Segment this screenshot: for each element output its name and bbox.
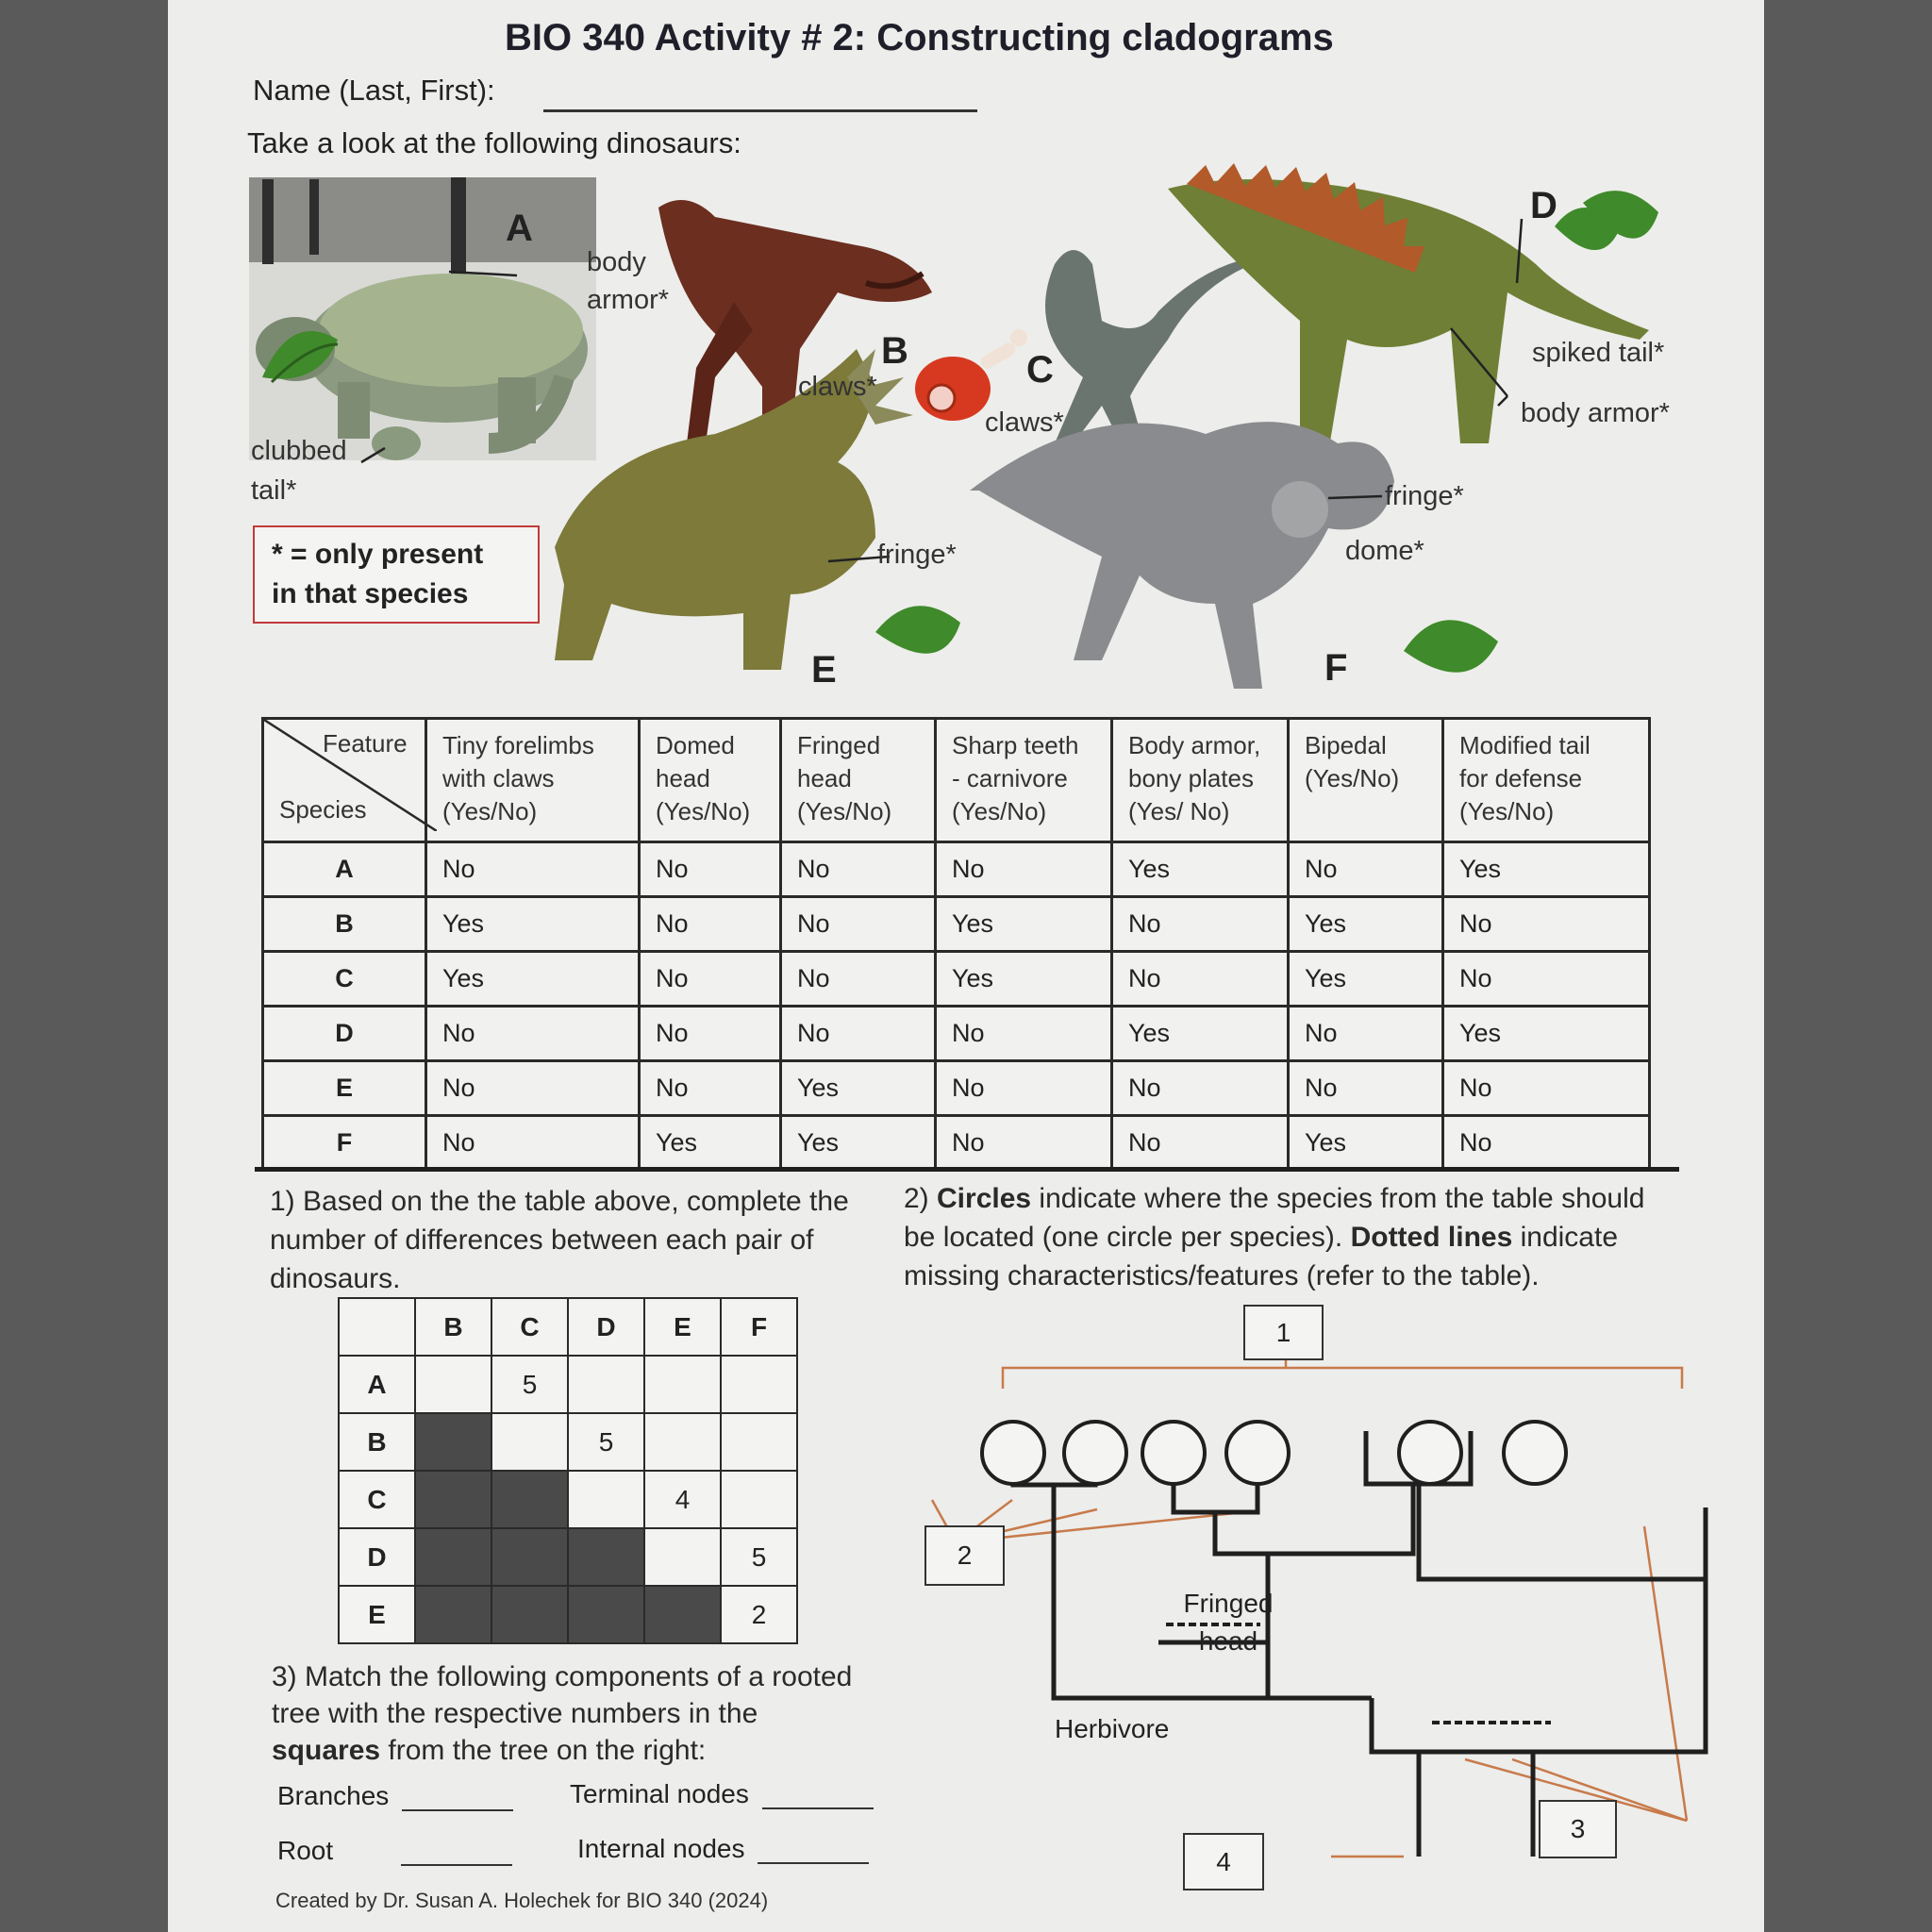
matrix-shaded-cell (415, 1471, 491, 1528)
header-fringed-head: Fringed head (Yes/No) (781, 719, 936, 842)
species-cell: E (263, 1061, 426, 1116)
table-cell: Yes (936, 897, 1112, 952)
root-answer-blank[interactable] (401, 1836, 512, 1866)
matrix-col-header: B (415, 1298, 491, 1356)
terminal-nodes-label: Terminal nodes (570, 1779, 749, 1808)
header-body-armor: Body armor, bony plates (Yes/ No) (1112, 719, 1289, 842)
root-field (277, 1836, 512, 1866)
table-row (263, 1007, 1650, 1061)
matrix-shaded-cell (415, 1528, 491, 1586)
intro-text: Take a look at the following dinosaurs: (247, 126, 741, 159)
corner-species-label: Species (279, 795, 367, 824)
question-3 (272, 1658, 875, 1769)
dinosaur-e-illustration (555, 349, 960, 670)
table-cell: No (781, 1007, 936, 1061)
species-circle[interactable] (1399, 1422, 1461, 1484)
feature-table (261, 717, 1651, 1172)
matrix-cell[interactable] (644, 1528, 721, 1586)
table-row (263, 1061, 1650, 1116)
dinosaur-letter-f: F (1324, 647, 1348, 689)
table-corner-cell (263, 719, 426, 842)
question-1 (270, 1182, 874, 1298)
table-cell: No (1112, 897, 1289, 952)
table-cell: No (426, 1061, 640, 1116)
terminal-nodes-field (570, 1779, 874, 1809)
fringed-head-label: Fringed head (1183, 1589, 1274, 1656)
species-circle[interactable] (1226, 1422, 1289, 1484)
table-cell: Yes (640, 1116, 781, 1171)
table-row (263, 1116, 1650, 1171)
header-tiny-forelimbs: Tiny forelimbs with claws (Yes/No) (426, 719, 640, 842)
herbivore-label: Herbivore (1055, 1714, 1170, 1743)
matrix-row-header: D (339, 1528, 415, 1586)
tree-box-4: 4 (1183, 1833, 1264, 1890)
species-cell: B (263, 897, 426, 952)
question-1-line: dinosaurs. (270, 1263, 401, 1294)
table-cell: Yes (781, 1061, 936, 1116)
question-2-line: 2) Circles indicate where the species from the table should (904, 1183, 1645, 1214)
label-armor: armor* (587, 285, 670, 315)
matrix-cell: 5 (491, 1356, 568, 1413)
label-claws-c: claws* (985, 408, 1064, 438)
legend-line-2: in that species (272, 578, 469, 609)
table-cell: No (1112, 952, 1289, 1007)
table-cell: Yes (1112, 842, 1289, 897)
table-row (263, 842, 1650, 897)
matrix-cell: 2 (721, 1586, 797, 1643)
tree-branches (1013, 1431, 1706, 1857)
page-title: BIO 340 Activity # 2: Constructing cladograms (505, 17, 1334, 58)
matrix-col-header: E (644, 1298, 721, 1356)
label-clubbed: clubbed (251, 436, 347, 466)
difference-matrix (338, 1297, 798, 1644)
name-blank-line (543, 109, 977, 112)
species-cell: C (263, 952, 426, 1007)
matrix-shaded-cell (415, 1586, 491, 1643)
root-label: Root (277, 1836, 334, 1865)
label-tail: tail* (251, 475, 297, 506)
dinosaur-letter-d: D (1530, 185, 1557, 226)
table-cell: No (1443, 897, 1650, 952)
table-cell: No (426, 1007, 640, 1061)
matrix-cell[interactable] (721, 1471, 797, 1528)
table-cell: No (936, 1007, 1112, 1061)
matrix-cell: 4 (644, 1471, 721, 1528)
table-cell: Yes (1289, 1116, 1443, 1171)
species-cell: A (263, 842, 426, 897)
internal-nodes-label: Internal nodes (577, 1834, 745, 1863)
question-1-line: number of differences between each pair of (270, 1224, 814, 1256)
matrix-col-header: D (568, 1298, 644, 1356)
matrix-cell[interactable] (644, 1413, 721, 1471)
matrix-shaded-cell (491, 1471, 568, 1528)
matrix-row (339, 1471, 797, 1528)
table-cell: Yes (1443, 842, 1650, 897)
table-cell: Yes (781, 1116, 936, 1171)
matrix-col-header: F (721, 1298, 797, 1356)
label-spiked-tail: spiked tail* (1532, 338, 1665, 368)
name-label: Name (Last, First): (253, 74, 495, 107)
table-cell: No (640, 897, 781, 952)
orange-pointer-lines (932, 1340, 1687, 1857)
matrix-corner-cell (339, 1298, 415, 1356)
question-3-line: tree with the respective numbers in the (272, 1698, 758, 1729)
table-cell: No (936, 1061, 1112, 1116)
table-cell: No (640, 1007, 781, 1061)
dinosaur-illustrations (168, 160, 1764, 726)
question-2 (904, 1179, 1734, 1295)
table-cell: No (1289, 1007, 1443, 1061)
table-cell: No (640, 952, 781, 1007)
species-cell: F (263, 1116, 426, 1171)
matrix-shaded-cell (415, 1413, 491, 1471)
table-cell: No (781, 897, 936, 952)
matrix-cell[interactable] (644, 1356, 721, 1413)
corner-feature-label: Feature (323, 729, 408, 758)
branches-field (277, 1781, 513, 1811)
matrix-row-header: B (339, 1413, 415, 1471)
table-cell: Yes (426, 952, 640, 1007)
table-cell: No (936, 1116, 1112, 1171)
internal-nodes-answer-blank[interactable] (758, 1834, 869, 1864)
table-cell: No (1289, 842, 1443, 897)
header-sharp-teeth: Sharp teeth - carnivore (Yes/No) (936, 719, 1112, 842)
species-circle[interactable] (982, 1422, 1044, 1484)
table-row (263, 952, 1650, 1007)
matrix-cell[interactable] (491, 1413, 568, 1471)
label-body-armor-d: body armor* (1521, 398, 1670, 428)
label-fringe-f: fringe* (1385, 481, 1464, 511)
matrix-row-header: E (339, 1586, 415, 1643)
branches-answer-blank[interactable] (402, 1781, 513, 1811)
matrix-cell[interactable] (568, 1356, 644, 1413)
dinosaur-letter-a: A (506, 208, 533, 249)
table-cell: No (1443, 952, 1650, 1007)
cladogram-tree (904, 1302, 1753, 1906)
table-cell: No (426, 1116, 640, 1171)
species-circles (982, 1422, 1566, 1484)
table-cell: Yes (1112, 1007, 1289, 1061)
question-3-line: 3) Match the following components of a rooted (272, 1661, 853, 1692)
table-cell: No (640, 1061, 781, 1116)
species-circle[interactable] (1064, 1422, 1126, 1484)
header-domed-head: Domed head (Yes/No) (640, 719, 781, 842)
table-cell: Yes (1443, 1007, 1650, 1061)
table-cell: No (426, 842, 640, 897)
question-1-line: 1) Based on the the table above, complete the (270, 1186, 849, 1217)
matrix-shaded-cell (568, 1586, 644, 1643)
tree-box-3: 3 (1539, 1800, 1617, 1858)
matrix-header-row (339, 1298, 797, 1356)
question-2-line: be located (one circle per species). Dotted lines indicate (904, 1222, 1619, 1253)
matrix-shaded-cell (644, 1586, 721, 1643)
dinosaur-letter-c: C (1026, 349, 1054, 391)
matrix-row (339, 1528, 797, 1586)
table-cell: No (1112, 1116, 1289, 1171)
table-cell: Yes (1289, 897, 1443, 952)
table-cell: No (936, 842, 1112, 897)
table-cell: No (1112, 1061, 1289, 1116)
matrix-row (339, 1586, 797, 1643)
table-cell: No (1443, 1116, 1650, 1171)
matrix-cell: 5 (721, 1528, 797, 1586)
question-3-line: squares from the tree on the right: (272, 1735, 707, 1766)
matrix-row-header: A (339, 1356, 415, 1413)
table-cell: No (781, 842, 936, 897)
table-cell: Yes (936, 952, 1112, 1007)
dinosaur-a-illustration (249, 177, 596, 460)
matrix-row-header: C (339, 1471, 415, 1528)
header-bipedal: Bipedal (Yes/No) (1289, 719, 1443, 842)
species-cell: D (263, 1007, 426, 1061)
table-cell: No (1443, 1061, 1650, 1116)
table-cell: No (1289, 1061, 1443, 1116)
table-cell: No (781, 952, 936, 1007)
matrix-cell: 5 (568, 1413, 644, 1471)
dinosaur-letter-b: B (881, 330, 908, 372)
tree-box-1: 1 (1243, 1305, 1324, 1360)
matrix-row (339, 1413, 797, 1471)
matrix-shaded-cell (568, 1528, 644, 1586)
matrix-cell[interactable] (721, 1356, 797, 1413)
label-dome: dome* (1345, 536, 1424, 566)
internal-nodes-field (577, 1834, 869, 1864)
dinosaur-letter-e: E (811, 649, 837, 691)
legend-line-1: * = only present (272, 539, 484, 570)
matrix-row (339, 1356, 797, 1413)
matrix-cell[interactable] (721, 1413, 797, 1471)
matrix-shaded-cell (491, 1528, 568, 1586)
table-header-row (263, 719, 1650, 842)
table-cell: Yes (426, 897, 640, 952)
table-row (263, 897, 1650, 952)
branches-label: Branches (277, 1781, 390, 1810)
species-circle[interactable] (1142, 1422, 1205, 1484)
section-divider (255, 1167, 1679, 1172)
legend-box (253, 525, 540, 624)
matrix-cell[interactable] (568, 1471, 644, 1528)
label-body: body (587, 247, 646, 277)
question-2-line: missing characteristics/features (refer to the table). (904, 1260, 1540, 1291)
tree-box-2: 2 (924, 1525, 1005, 1586)
worksheet (168, 0, 1764, 1932)
label-fringe-e: fringe* (877, 540, 957, 570)
species-circle[interactable] (1504, 1422, 1566, 1484)
matrix-cell[interactable] (415, 1356, 491, 1413)
header-modified-tail: Modified tail for defense (Yes/No) (1443, 719, 1650, 842)
label-claws-b: claws* (798, 372, 877, 402)
matrix-shaded-cell (491, 1586, 568, 1643)
table-cell: Yes (1289, 952, 1443, 1007)
table-cell: No (640, 842, 781, 897)
matrix-col-header: C (491, 1298, 568, 1356)
terminal-nodes-answer-blank[interactable] (762, 1779, 874, 1809)
credit-line: Created by Dr. Susan A. Holechek for BIO 340 (2024) (275, 1889, 769, 1912)
